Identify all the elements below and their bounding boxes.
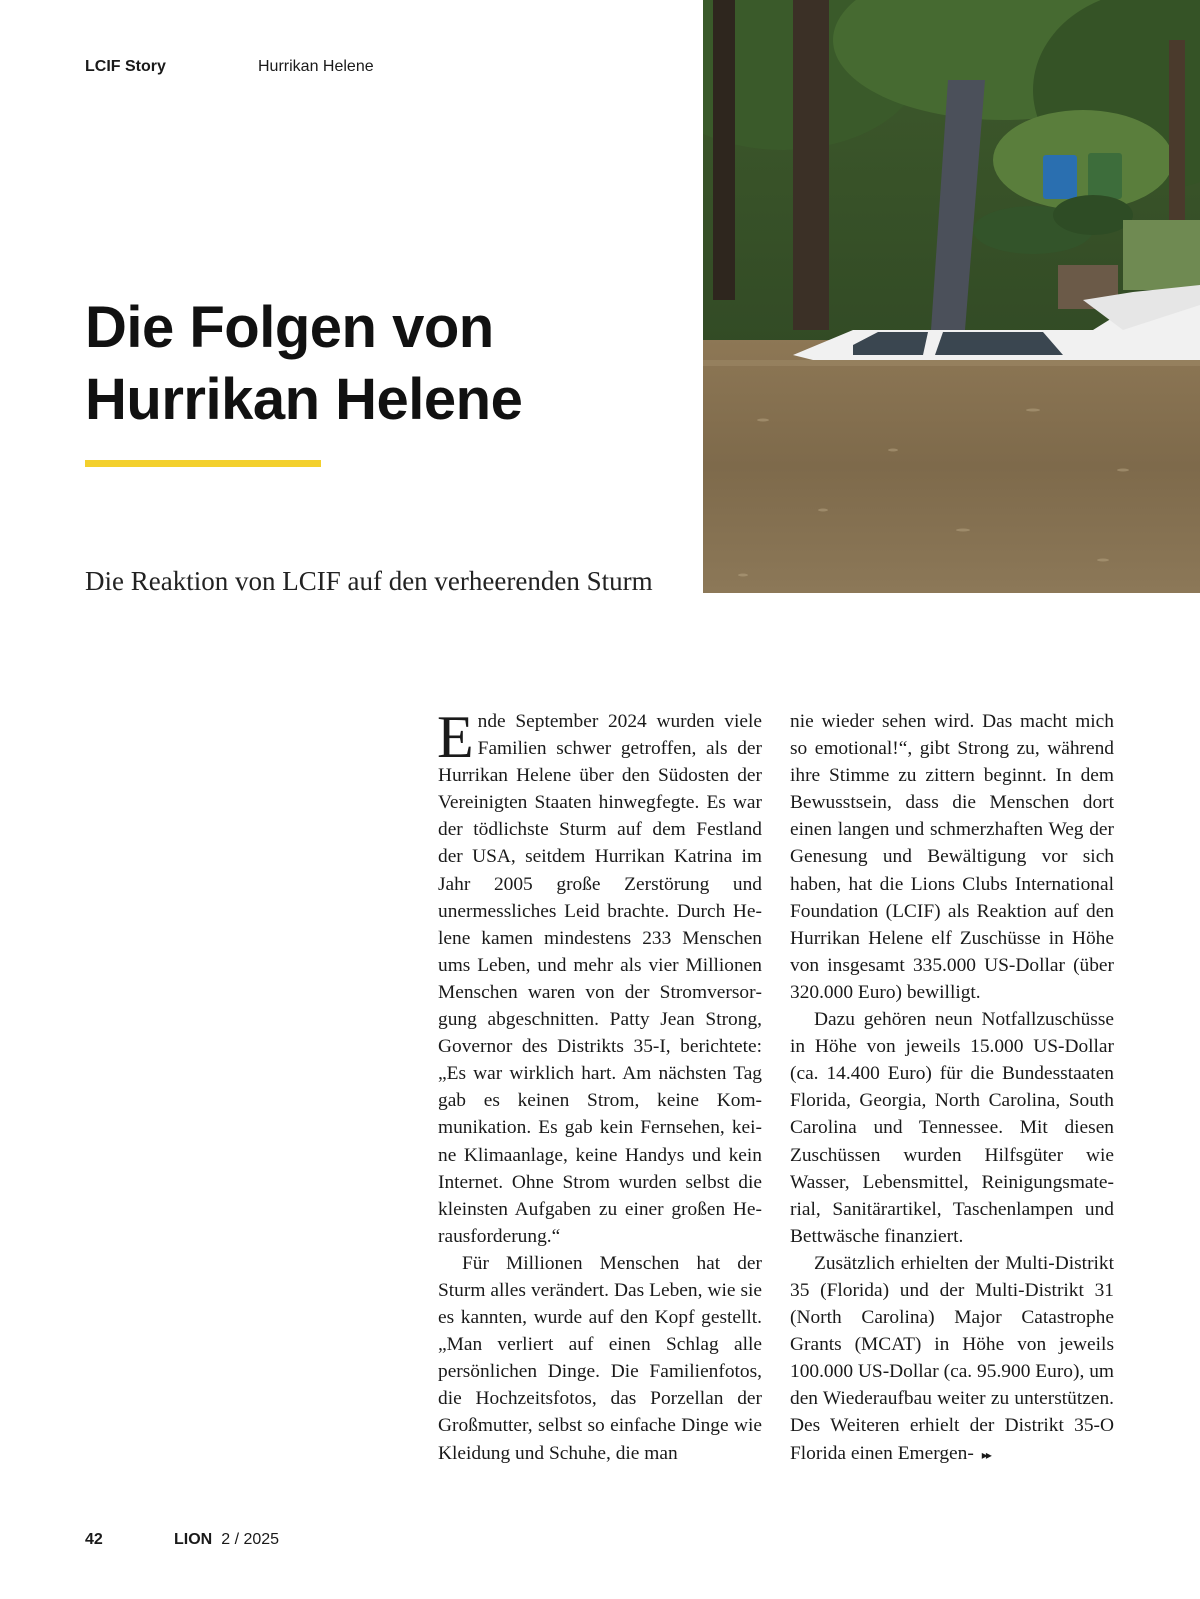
paragraph-text: nde September 2024 wurden viele Familien schwer getroffen, als der Hurrikan Helene über den Südosten der Vereinigten Staaten hinwegfegte. Es war der tödlichste Sturm auf dem Festland der USA, seitdem Hurrikan Katrina im Jahr 2005 große Zerstörung und unermessliches Leid brachte. Durch Helene kamen mindestens 233 Menschen ums Leben, und mehr als vier Millionen Menschen waren von der Stromversorgung abgeschnitten. Patty Jean Strong, Governor des Distrikts 35-I, berichtete: „Es war wirklich hart. Am nächsten Tag gab es keinen Strom, keine Kommunikation. Es gab kein Fernsehen, keine Klimaanlage, keine Handys und kein Internet. Ohne Strom wurden selbst die kleinsten Aufgaben zu einer großen Herausforderung.“: [438, 711, 762, 1247]
headline-accent-rule: [85, 460, 321, 467]
page-header: [85, 58, 374, 76]
headline-line-1: Die Folgen von: [85, 295, 494, 360]
magazine-name: LION: [174, 1531, 213, 1548]
paragraph: [437, 704, 762, 1250]
continue-arrow-icon: ▸▸: [981, 1447, 990, 1462]
flood-photo: [703, 0, 1200, 593]
page-footer: [85, 1531, 279, 1549]
article-body: [437, 704, 1115, 1469]
subtitle: Die Reaktion von LCIF auf den verheerenden Sturm: [85, 566, 653, 596]
paragraph: Dazu gehören neun Notfallzuschüsse in Höhe von jeweils 15.000 US-Dollar (ca. 14.400 Euro) für die Bundesstaaten Florida, Georgia, North Carolina, South Carolina und Tennessee. Mit diesen Zuschüssen wurden Hilfsgüter wie Wasser, Lebensmittel, Reinigungsmaterial, Sanitärartikel, Taschenlampen und Bettwäsche finanziert.: [790, 1009, 1114, 1247]
headline: [85, 292, 685, 436]
topic-label: Hurrikan Helene: [258, 58, 374, 75]
paragraph: Für Millionen Menschen hat der Sturm alles verändert. Das Leben, wie sie es kannten, wurde auf den Kopf gestellt. „Man verliert auf einen Schlag alle persönlichen Dinge. Die Familienfotos, die Hochzeitsfotos, das Porzellan der Großmutter, selbst so einfache Dinge wie Kleidung und Schuhe, die man: [438, 1252, 762, 1464]
paragraph: nie wieder sehen wird. Das macht mich so emotional!“, gibt Strong zu, während ihre Stimme zu zittern beginnt. In dem Bewusstsein, dass die Menschen dort einen langen und schmerzhaften Weg der Genesung und Bewältigung vor sich haben, hat die Lions Clubs International Foundation (LCIF) als Reaktion auf den Hurrikan Helene elf Zuschüsse in Höhe von insgesamt 335.000 US-Dollar (über 320.000 Euro) bewilligt.: [790, 711, 1114, 1003]
drop-cap: E: [437, 704, 474, 770]
article-column-1: [437, 704, 762, 1469]
issue-number: 2 / 2025: [221, 1531, 280, 1548]
headline-line-2: Hurrikan Helene: [85, 367, 523, 432]
page-number: 42: [85, 1531, 103, 1548]
flood-photo-illustration: [703, 0, 1200, 593]
section-label: LCIF Story: [85, 58, 166, 75]
paragraph: [790, 1250, 1114, 1469]
article-column-2: [790, 708, 1114, 1469]
paragraph-text: Zusätzlich erhielten der Multi-Distrikt 35 (Florida) und der Multi-Distrikt 31 (North Carolina) Major Catastrophe Grants (MCAT) in Höhe von jeweils 100.000 US-Dollar (ca. 95.900 Euro), um den Wiederaufbau weiter zu unterstützen. Des Weiteren erhielt der Distrikt 35-O Florida einen Emergen-: [790, 1252, 1114, 1464]
